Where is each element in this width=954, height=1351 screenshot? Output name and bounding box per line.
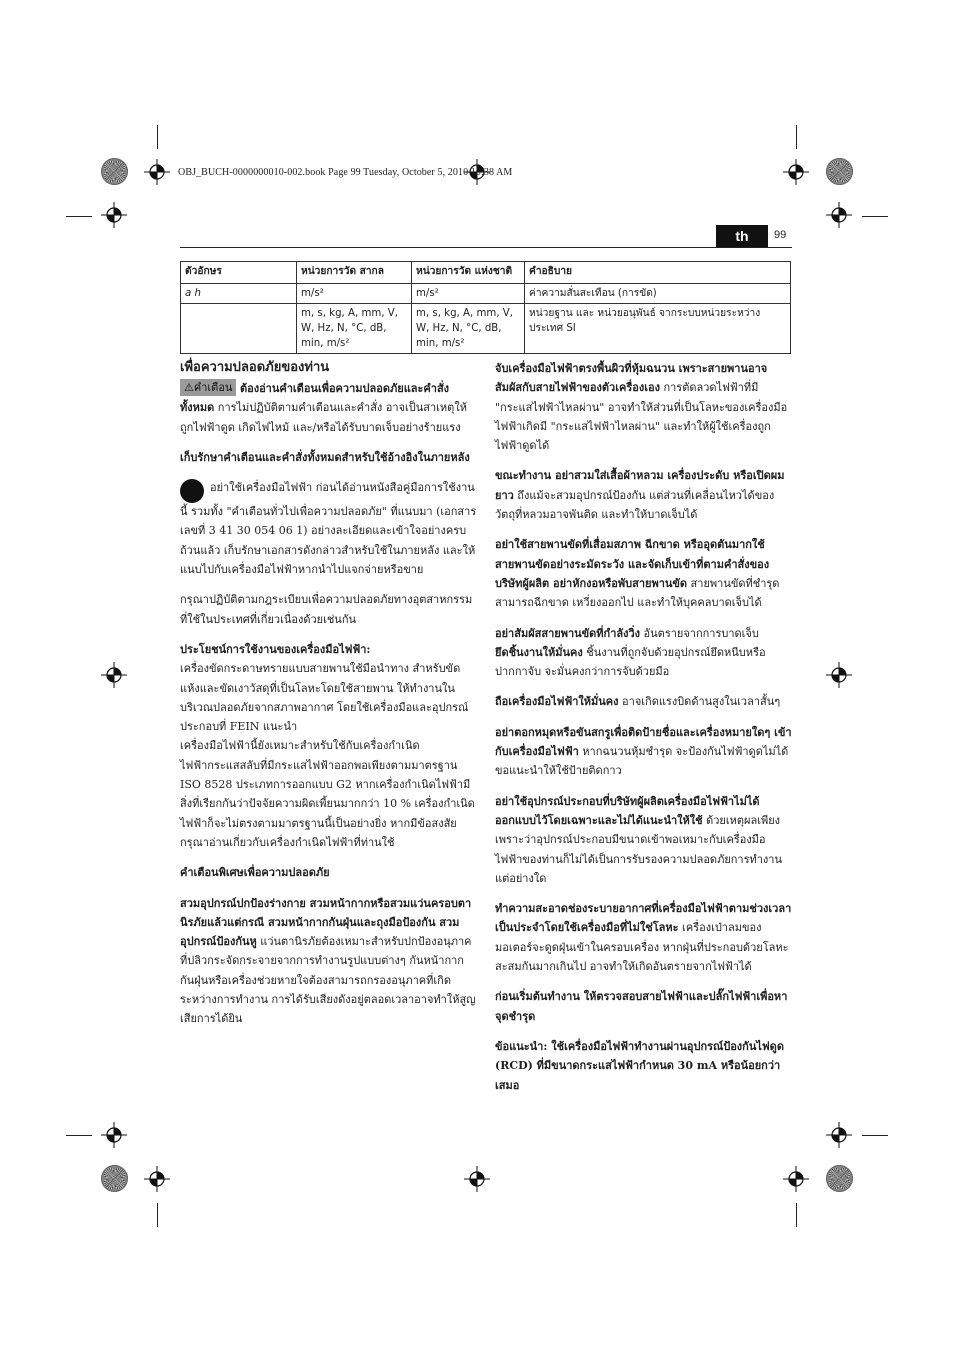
ppe-bold-text: สวมอุปกรณ์ปกป้องร่างกาย สวมหน้ากากหรือสวมแว่นครอบตานิรภัยแล้วแต่กรณี สวมหน้ากากกันฝุ่นและถุงมือป้องกัน สวมอุปกรณ์ป้องกันหู (180, 896, 472, 949)
safety-bold-text: ถือเครื่องมือไฟฟ้าให้มั่นคง (495, 695, 619, 709)
warning-bold-text: ต้องอ่านคำเตือนเพื่อความปลอดภัยและคำสั่งทั้งหมด (180, 382, 450, 415)
registration-mark-icon (464, 1166, 490, 1192)
keep-instructions-text: เก็บรักษาคำเตือนและคำสั่งทั้งหมดสำหรับใช้อ้างอิงในภายหลัง (180, 450, 470, 464)
registration-mark-icon (101, 1122, 127, 1148)
warning-text: การไม่ปฏิบัติตามคำเตือนและคำสั่ง อาจเป็นสาเหตุให้ถูกไฟฟ้าดูด เกิดไฟไหม้ และ/หรือได้รับบาดเจ็บอย่างร้ายแรง (180, 401, 467, 434)
safety-paragraph (495, 899, 792, 976)
table-row (181, 284, 791, 304)
table-header-cell: ตัวอักษร (181, 262, 297, 284)
registration-mark-icon (783, 1166, 809, 1192)
intended-use-text-1: เครื่องขัดกระดาษทรายแบบสายพานใช้มือนำทาง สำหรับขัดแห้งและขัดเงาวัสดุที่เป็นโลหะโดยใช้สายพาน ให้ทำงานในบริเวณปลอดภัยจากสภาพอากาศ โดยใช้เครื่องมือและอุปกรณ์ประกอบที่ FEIN แนะนำ (180, 662, 469, 734)
crop-line (796, 125, 797, 149)
crop-line (796, 1203, 797, 1227)
warning-badge (180, 379, 236, 396)
safety-paragraph (495, 624, 792, 643)
table-header-cell: คำอธิบาย (525, 262, 791, 284)
safety-bold-text: ข้อแนะนำ: ใช้เครื่องมือไฟฟ้าทำงานผ่านอุปกรณ์ป้องกันไฟดูด (RCD) ที่มีขนาดกระแสไฟฟ้ากำหนด 30 mA หรือน้อยกว่าเสมอ (495, 1039, 784, 1092)
safety-text: ถึงแม้จะสวมอุปกรณ์ป้องกัน แต่ส่วนที่เคลื่อนไหวได้ของวัตถุที่หลวมอาจพันติด และทำให้บาดเจ็บได้ (495, 488, 775, 522)
table-header-cell: หน่วยการวัด แห่งชาติ (412, 262, 525, 284)
table-cell-desc: ค่าความสั่นสะเทือน (การขัด) (525, 284, 791, 304)
manual-text: อย่าใช้เครื่องมือไฟฟ้า ก่อนได้อ่านหนังสือคู่มือการใช้งานนี้ รวมทั้ง "คำเตือนทั่วไปเพื่อความปลอดภัย" ที่แนบมา (เอกสารเลขที่ 3 41 30 054 06 1) อย่างละเอียดและเข้าใจอย่างครบถ้วนแล้ว เก็บรักษาเอกสารดังกล่าวสำหรับใช้ในภายหลัง และให้แนบไปกับเครื่องมือไฟฟ้าหากนำไปแจกจ่ายหรือขาย (180, 481, 477, 577)
table-row (181, 304, 791, 354)
table-cell-symbol (181, 304, 297, 354)
color-bar-star-icon (826, 158, 853, 185)
crop-line (66, 216, 92, 217)
safety-bold-text: ทำความสะอาดช่องระบายอากาศที่เครื่องมือไฟฟ้าตามช่วงเวลาเป็นประจำโดยใช้เครื่องมือที่ไม่ใช่โลหะ (495, 902, 792, 935)
safety-text: สายพานขัดที่ชำรุดสามารถฉีกขาด เหวี่ยงออกไป และทำให้บุคคลบาดเจ็บได้ (495, 576, 780, 610)
crop-line (66, 1135, 92, 1136)
safety-paragraph (495, 466, 792, 524)
manual-paragraph (180, 478, 477, 579)
safety-paragraph (495, 643, 792, 682)
right-column (495, 359, 792, 1106)
header-rule (180, 247, 792, 248)
safety-bold-text: อย่าใช้สายพานขัดที่เสื่อมสภาพ ฉีกขาด หรืออุดตันมากใช้สายพานขัดอย่างระมัดระวัง และจัดเก็บเข้าที่ตามคำสั่งของบริษัทผู้ผลิต อย่าหักงอหรือพับสายพานขัด (495, 538, 770, 590)
crop-line (157, 125, 158, 149)
safety-paragraph (495, 692, 792, 711)
safety-text: ด้วยเหตุผลเพียงเพราะว่าอุปกรณ์ประกอบมีขนาดเข้าพอเหมาะกับเครื่องมือไฟฟ้าของท่านก็ไม่ได้เป็นการรับรองความปลอดภัยการทำงานแต่อย่างใด (495, 813, 783, 885)
registration-mark-icon (144, 1166, 170, 1192)
language-tag: th (716, 225, 768, 247)
safety-text: เครื่องเป่าลมของมอเตอร์จะดูดฝุ่นเข้าในครอบเครื่อง หากฝุ่นที่ประกอบด้วยโลหะสะสมกันมากเกินไป อาจทำให้เกิดอันตรายจากไฟฟ้าได้ (495, 921, 789, 974)
units-table (180, 261, 791, 354)
safety-text: ชิ้นงานที่ถูกจับด้วยอุปกรณ์ยึดหนีบหรือปากกาจับ จะมั่นคงกว่าการจับด้วยมือ (495, 645, 766, 679)
safety-bold-text: ขณะทำงาน อย่าสวมใส่เสื้อผ้าหลวม เครื่องประดับ หรือเปิดผมยาว (495, 469, 785, 502)
registration-mark-icon (144, 159, 170, 185)
safety-paragraph (495, 723, 792, 781)
warning-triangle-icon: ⚠ (184, 381, 194, 394)
left-column (180, 359, 477, 1040)
ppe-text: แว่นตานิรภัยต้องเหมาะสำหรับปกป้องอนุภาคที่ปลิวกระจัดกระจายจากการทำงานรูปแบบต่างๆ กันหน้ากากกันฝุ่นหรือเครื่องช่วยหายใจต้องสามารถกรองอนุภาคที่เกิดระหว่างการทำงาน การได้รับเสียงดังอยู่ตลอดเวลาอาจทำให้สูญเสียการได้ยิน (180, 935, 476, 1026)
safety-text: อาจเกิดแรงบิดด้านสูงในเวลาสั้นๆ (618, 695, 781, 709)
safety-paragraph (495, 359, 792, 455)
registration-mark-icon (101, 202, 127, 228)
table-cell-national: m/s² (412, 284, 525, 304)
table-cell-national: m, s, kg, A, mm, V, W, Hz, N, °C, dB, min, m/s² (412, 304, 525, 354)
registration-mark-icon (826, 662, 852, 688)
safety-text: หากฉนวนหุ้มชำรุด จะป้องกันไฟฟ้าดูดไม่ได้ ขอแนะนำให้ใช้ป้ายติดกาว (495, 745, 789, 778)
special-safety-heading: คำเตือนพิเศษเพื่อความปลอดภัย (180, 866, 330, 880)
registration-mark-icon (101, 662, 127, 688)
file-meta-line: OBJ_BUCH-0000000010-002.book Page 99 Tuesday, October 5, 2010 10:38 AM (178, 167, 513, 178)
safety-bold-text: ยึดชิ้นงานให้มั่นคง (495, 645, 583, 659)
crop-line (862, 1135, 888, 1136)
safety-paragraph (495, 535, 792, 612)
safety-paragraph (495, 792, 792, 888)
safety-text: การตัดลวดไฟฟ้าที่มี "กระแสไฟฟ้าไหลผ่าน" อาจทำให้ส่วนที่เป็นโลหะของเครื่องมือไฟฟ้าเกิดมี "กระแสไฟฟ้าไหลผ่าน" และทำให้ผู้ใช้เครื่องถูกไฟฟ้าดูดได้ (495, 381, 788, 453)
intended-use-text-2: เครื่องมือไฟฟ้านี้ยังเหมาะสำหรับใช้กับเครื่องกำเนิดไฟฟ้ากระแสสลับที่มีกระแสไฟฟ้าออกพอเพียงตามมาตรฐาน ISO 8528 ประเภทการออกแบบ G2 หากเครื่องกำเนิดไฟฟ้ามีสิ่งที่เรียกกันว่าปัจจัยความผิดเพี้ยนมากกว่า 10 % เครื่องกำเนิดไฟฟ้าก็จะไม่ตรงตามมาตรฐานนี้เป็นอย่างยิ่ง หากมีข้อสงสัย กรุณาอ่านเกี่ยวกับเครื่องกำเนิดไฟฟ้าที่ท่านใช้ (180, 739, 475, 849)
registration-mark-icon (783, 159, 809, 185)
table-header-row (181, 262, 791, 284)
table-cell-desc: หน่วยฐาน และ หน่วยอนุพันธ์ จากระบบหน่วยระหว่างประเทศ SI (525, 304, 791, 354)
safety-bold-text: ก่อนเริ่มต้นทำงาน ให้ตรวจสอบสายไฟฟ้าและปลั๊กไฟฟ้าเพื่อหาจุดชำรุด (495, 990, 788, 1023)
regulations-text: กรุณาปฏิบัติตามกฎระเบียบเพื่อความปลอดภัยทางอุตสาหกรรมที่ใช้ในประเทศที่เกี่ยวเนื่องด้วยเช่นกัน (180, 593, 473, 626)
safety-bold-text: อย่าสัมผัสสายพานขัดที่กำลังวิ่ง (495, 626, 641, 640)
safety-bold-text: จับเครื่องมือไฟฟ้าตรงพื้นผิวที่หุ้มฉนวน เพราะสายพานอาจสัมผัสกับสายไฟฟ้าของตัวเครื่องเอง (495, 362, 768, 395)
safety-text: อันตรายจากการบาดเจ็บ (640, 626, 759, 640)
crop-line (862, 216, 888, 217)
registration-mark-icon (826, 202, 852, 228)
ppe-paragraph (180, 894, 477, 1029)
safety-bold-text: อย่าใช้อุปกรณ์ประกอบที่บริษัทผู้ผลิตเครื่องมือไฟฟ้าไม่ได้ออกแบบไว้โดยเฉพาะและไม่ได้แนะนำให้ใช้ (495, 794, 760, 827)
safety-bold-text: อย่าตอกหมุดหรือขันสกรูเพื่อติดป้ายชื่อและเครื่องหมายใดๆ เข้ากับเครื่องมือไฟฟ้า (495, 725, 792, 759)
color-bar-star-icon (101, 1165, 128, 1192)
registration-mark-icon (826, 1122, 852, 1148)
warning-paragraph (180, 379, 477, 437)
table-cell-intl: m/s² (297, 284, 412, 304)
table-cell-symbol: a h (181, 284, 297, 304)
table-cell-intl: m, s, kg, A, mm, V, W, Hz, N, °C, dB, min, m/s² (297, 304, 412, 354)
section-heading: เพื่อความปลอดภัยของท่าน (180, 360, 330, 375)
intended-use-heading: ประโยชน์การใช้งานของเครื่องมือไฟฟ้า: (180, 642, 371, 656)
page-number: 99 (774, 229, 787, 241)
color-bar-star-icon (826, 1165, 853, 1192)
warning-label: คำเตือน (193, 381, 233, 394)
table-header-cell: หน่วยการวัด สากล (297, 262, 412, 284)
color-bar-star-icon (101, 158, 128, 185)
read-manual-icon (180, 479, 204, 503)
crop-line (157, 1203, 158, 1227)
